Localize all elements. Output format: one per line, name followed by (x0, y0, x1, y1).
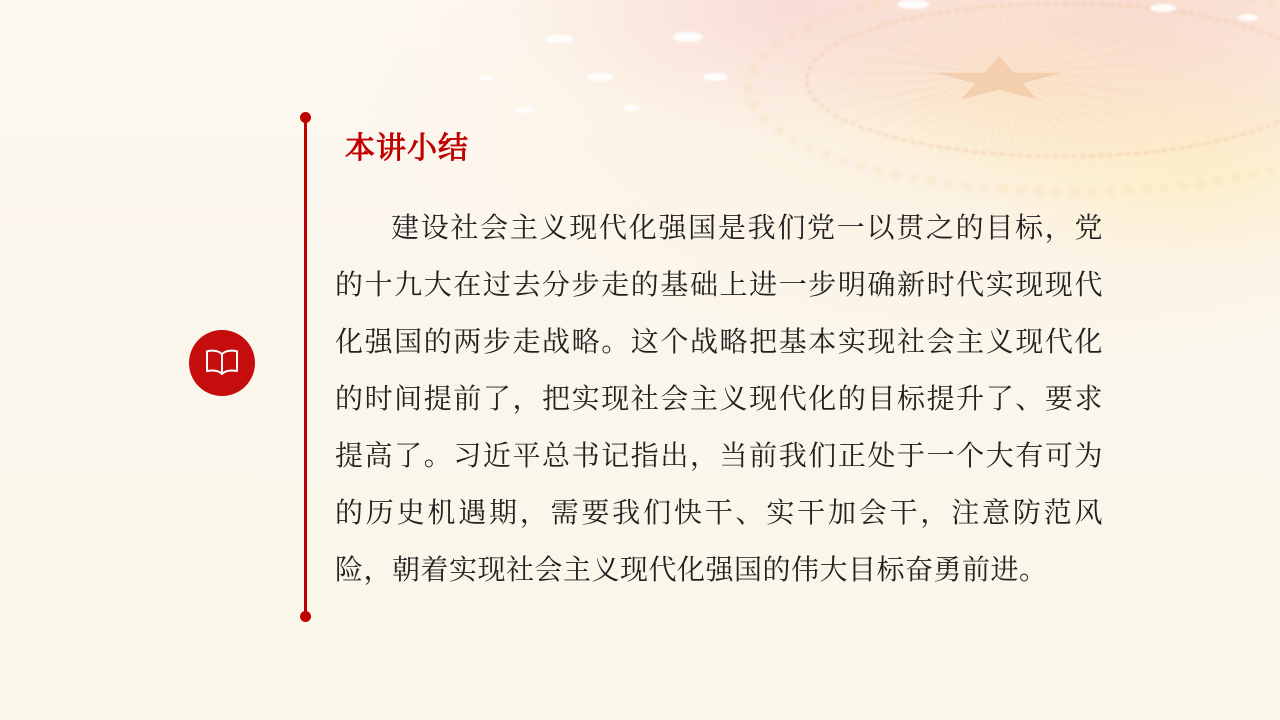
sparkle-dot (703, 73, 727, 81)
open-book-icon (202, 346, 242, 380)
slide-title: 本讲小结 (345, 132, 469, 165)
emblem-rays (770, 0, 1230, 185)
emblem-inner-ring (805, 2, 1280, 158)
sparkle-dot (897, 0, 929, 9)
accent-dot-bottom (300, 611, 311, 622)
accent-dot-top (300, 112, 311, 123)
sparkle-dot (623, 105, 639, 111)
sparkle-dot (545, 35, 573, 43)
accent-line (304, 117, 307, 617)
book-badge (189, 330, 255, 396)
sparkle-dot (1238, 14, 1258, 21)
sparkle-dot (515, 107, 535, 113)
sparkle-dot (587, 73, 613, 81)
sparkle-dot (673, 32, 703, 42)
emblem-star-icon (933, 56, 1065, 104)
sparkle-dot (1150, 4, 1176, 12)
summary-paragraph: 建设社会主义现代化强国是我们党一以贯之的目标，党的十九大在过去分步走的基础上进一步明确新时代实现现代化强国的两步走战略。这个战略把基本实现社会主义现代化的时间提前了，把实现社会主义现代化的目标提升了、要求提高了。习近平总书记指出，当前我们正处于一个大有可为的历史机遇期，需要我们快干、实干加会干，注意防范风险，朝着实现社会主义现代化强国的伟大目标奋勇前进。 (335, 212, 1103, 585)
sparkle-dot (478, 75, 492, 81)
emblem-outer-ring (745, 0, 1280, 196)
